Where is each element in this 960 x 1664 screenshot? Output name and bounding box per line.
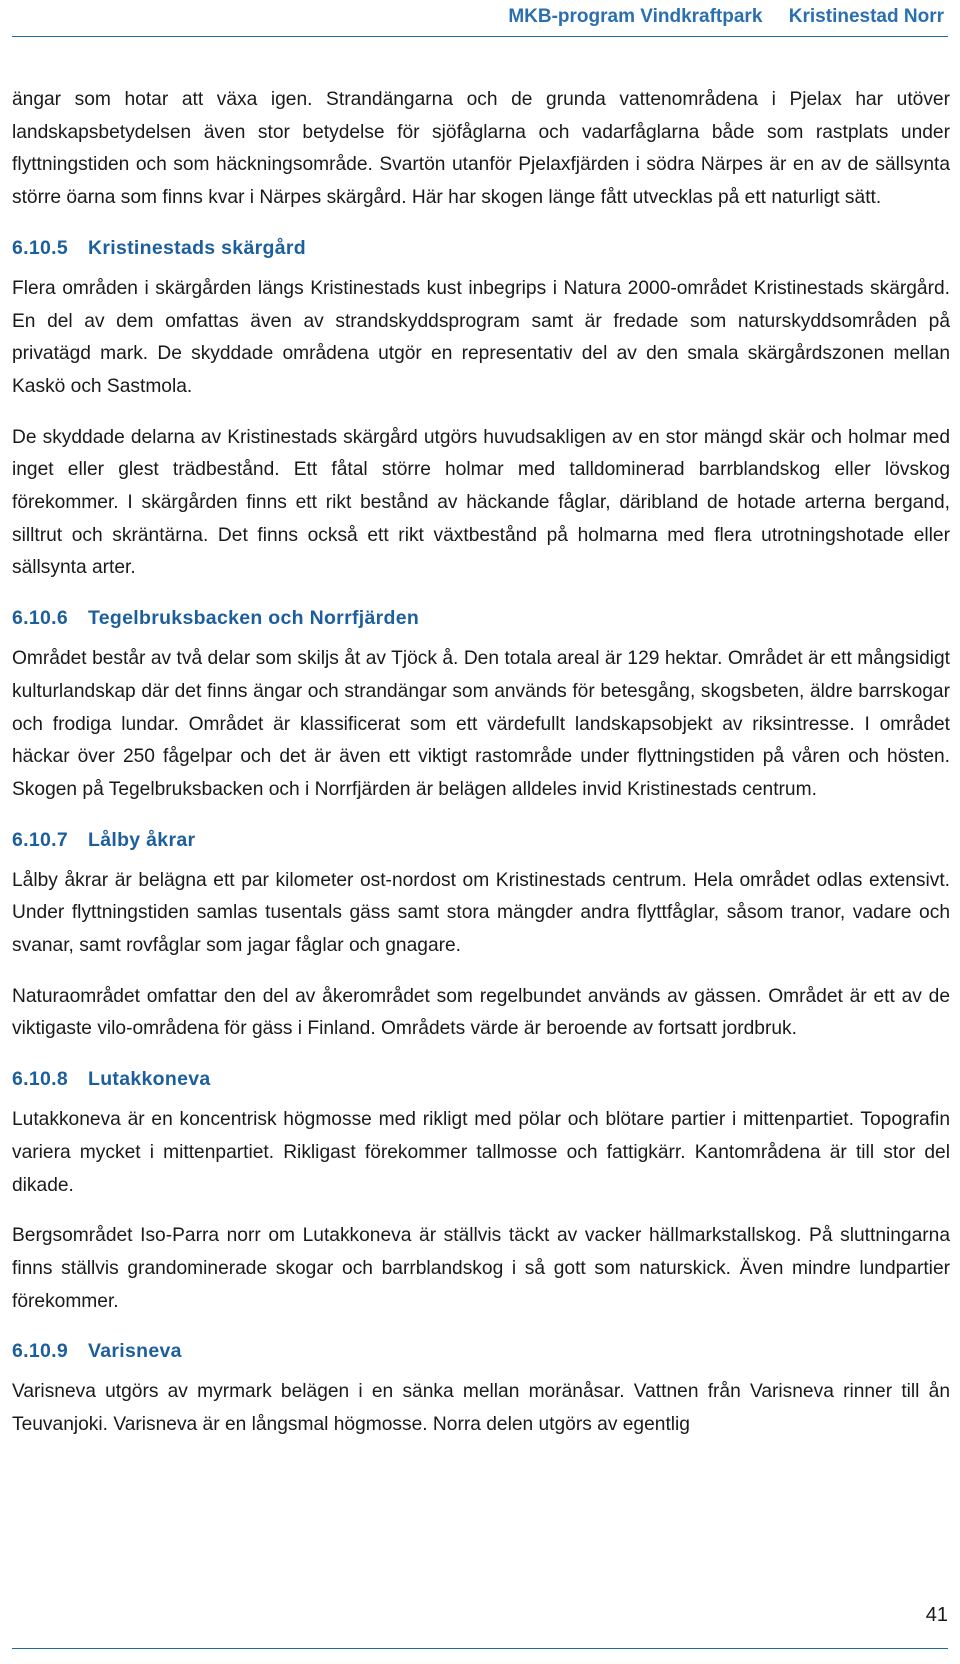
section-heading (12, 233, 950, 263)
section-title: Lålby åkrar (88, 828, 196, 851)
section-number: 6.10.6 (12, 607, 69, 630)
section-number: 6.10.5 (12, 236, 69, 259)
paragraph: Varisneva utgörs av myrmark belägen i en sänka mellan moränåsar. Vattnen från Varisneva rinner till ån Teuvanjoki. Varisneva är en långsmal högmosse. Norra delen utgörs av egentlig (12, 1381, 950, 1436)
section-heading (12, 1064, 950, 1094)
section-heading (12, 1336, 950, 1366)
section-number: 6.10.8 (12, 1068, 69, 1091)
page-header (12, 0, 948, 37)
section-title: Tegelbruksbacken och Norrfjärden (88, 607, 420, 630)
document-body (12, 84, 950, 1460)
paragraph: ängar som hotar att växa igen. Strandängarna och de grunda vattenområdena i Pjelax har utöver landskapsbetydelsen även stor betydelse för sjöfåglarna och vadarfåglarna både som rastplats under flyttningstiden och som häckningsområde. Svartön utanför Pjelaxfjärden i södra Närpes är en av de sällsynta större öarna som finns kvar i Närpes skärgård. Här har skogen länge fått utvecklas på ett naturligt sätt. (12, 89, 950, 209)
paragraph: Området består av två delar som skiljs åt av Tjöck å. Den totala areal är 129 hektar. Området är ett mångsidigt kulturlandskap där det finns ängar och strandängar som används för betesgång, skogsbeten, äldre barrskogar och frodiga lundar. Området är klassificerat som ett värdefullt landskapsobjekt av riksintresse. I området häckar över 250 fågelpar och det är även ett viktigt rastområde under flyttningstiden på våren och hösten. Skogen på Tegelbruksbacken och i Norrfjärden är belägen alldeles invid Kristinestads centrum. (12, 648, 950, 800)
paragraph: Lålby åkrar är belägna ett par kilometer ost-nordost om Kristinestads centrum. Hela området odlas extensivt. Under flyttningstiden samlas tusentals gäss samt stora mängder andra flyttfåglar, såsom tranor, vadare och svanar, samt rovfåglar som jagar fåglar och gnagare. (12, 869, 950, 957)
section-heading (12, 825, 950, 855)
paragraph: Bergsområdet Iso-Parra norr om Lutakkoneva är ställvis täckt av vacker hällmarkstallskog. På sluttningarna finns ställvis grandominerade skogar och barrblandskog i så gott som naturskick. Även mindre lundpartier förekommer. (12, 1225, 950, 1312)
section-number: 6.10.7 (12, 828, 69, 851)
paragraph: Naturaområdet omfattar den del av åkerområdet som regelbundet används av gässen. Området är ett av de viktigaste vilo-områdena för gäss i Finland. Områdets värde är beroende av fortsatt jordbruk. (12, 985, 950, 1040)
section-title: Kristinestads skärgård (88, 236, 306, 259)
section-title: Varisneva (88, 1340, 182, 1363)
paragraph: De skyddade delarna av Kristinestads skärgård utgörs huvudsakligen av en stor mängd skär och holmar med inget eller glest trädbestånd. Ett fåtal större holmar med talldominerad barrblandskog eller lövskog förekommer. I skärgården finns ett rikt bestånd av häckande fåglar, däribland de hotade arterna bergand, silltrut och skräntärna. Det finns också ett rikt växtbestånd på holmarna med flera utrotningshotade eller sällsynta arter. (12, 426, 950, 579)
section-title: Lutakkoneva (88, 1068, 211, 1091)
footer-divider (12, 1648, 948, 1649)
header-title: MKB-program Vindkraftpark Kristinestad Norr (508, 6, 944, 27)
paragraph: Lutakkoneva är en koncentrisk högmosse med rikligt med pölar och blötare partier i mittenpartiet. Topografin variera mycket i mittenpartiet. Rikligast förekommer tallmosse och fattigkärr. Kantområdena är till stor del dikade. (12, 1109, 950, 1196)
section-number: 6.10.9 (12, 1340, 69, 1363)
paragraph: Flera områden i skärgården längs Kristinestads kust inbegrips i Natura 2000-området Kristinestads skärgård. En del av dem omfattas även av strandskyddsprogram samt är fredade som naturskyddsområden på privatägd mark. De skyddade områdena utgör en representativ del av den smala skärgårdszonen mellan Kaskö och Sastmola. (12, 277, 950, 397)
section-heading (12, 603, 950, 633)
page-number: 41 (925, 1604, 948, 1626)
